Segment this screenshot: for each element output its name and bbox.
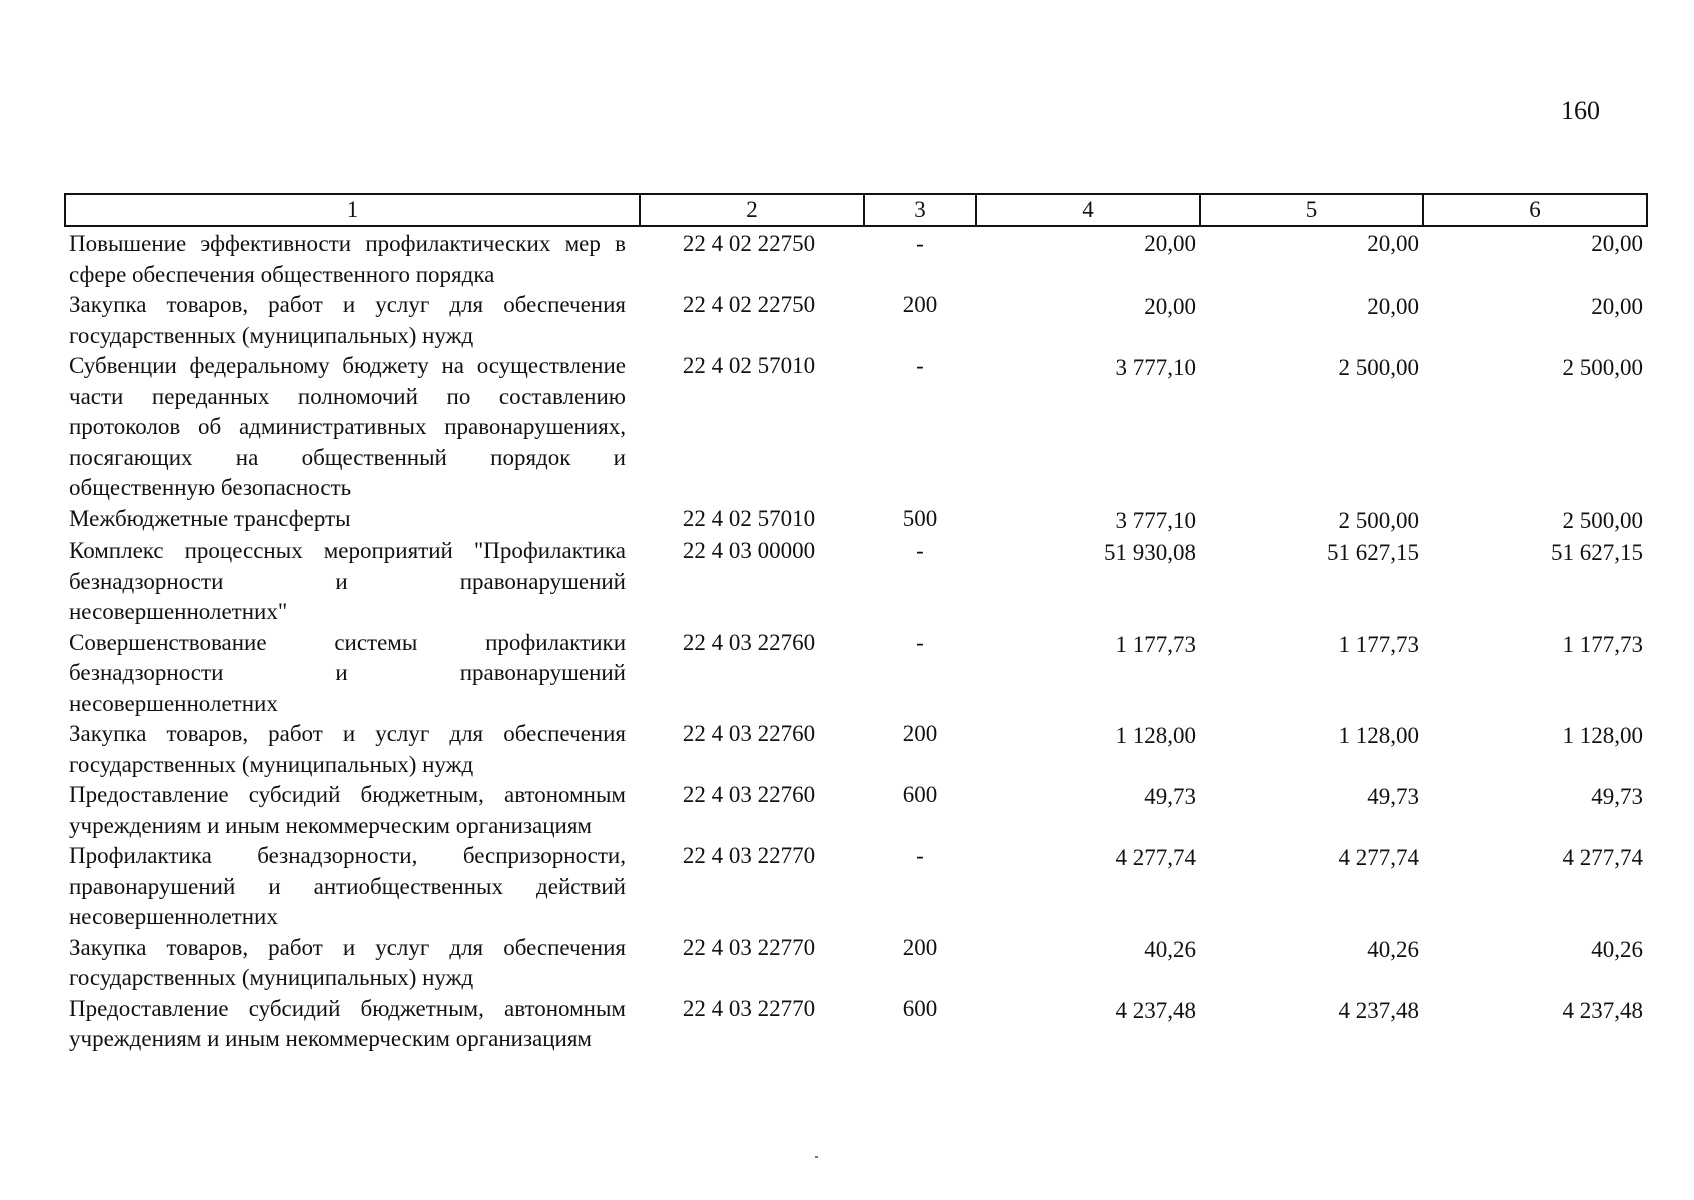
row-value-col5: 2 500,00 (1338, 507, 1419, 533)
page-number: 160 (1561, 96, 1600, 125)
row-name: Совершенствование системы профилактики безнадзорности и правонарушений несовершеннолетних (69, 629, 626, 716)
row-expense-type: 200 (902, 721, 938, 746)
row-value-col5: 51 627,15 (1327, 540, 1419, 565)
row-expense-type: 600 (902, 995, 938, 1021)
row-name: Предоставление субсидий бюджетным, автономным учреждениям и иным некоммерческим организациям (69, 782, 626, 838)
row-value-col5: 49,73 (1367, 784, 1419, 809)
row-value-col4: 3 777,10 (1115, 507, 1196, 533)
budget-table (64, 193, 1648, 1055)
row-code: 22 4 02 57010 (682, 505, 816, 531)
row-expense-type: 600 (902, 782, 938, 807)
row-code: 22 4 03 22770 (682, 934, 816, 960)
row-expense-type: - (916, 843, 924, 868)
row-value-col4: 49,73 (1144, 784, 1196, 809)
row-expense-type: - (916, 353, 924, 378)
row-value-col4: 51 930,08 (1104, 540, 1196, 565)
row-value-col4: 40,26 (1144, 936, 1196, 962)
column-header-5: 5 (1200, 194, 1423, 226)
row-code: 22 4 03 22760 (682, 629, 816, 655)
row-code: 22 4 03 00000 (682, 538, 816, 563)
row-name: Межбюджетные трансферты (69, 505, 351, 531)
row-name: Закупка товаров, работ и услуг для обеспечения государственных (муниципальных) нужд (69, 721, 626, 777)
table-row (65, 351, 1647, 504)
row-value-col6: 40,26 (1591, 936, 1643, 962)
row-code: 22 4 03 22770 (682, 843, 816, 868)
row-expense-type: - (916, 231, 924, 256)
column-header-1: 1 (65, 194, 640, 226)
row-value-col6: 51 627,15 (1551, 540, 1643, 565)
table-row (65, 290, 1647, 351)
row-value-col4: 20,00 (1144, 231, 1196, 256)
row-code: 22 4 03 22770 (682, 995, 816, 1021)
row-value-col4: 20,00 (1144, 294, 1196, 319)
row-code: 22 4 03 22760 (682, 782, 816, 807)
column-header-3: 3 (864, 194, 976, 226)
row-value-col4: 1 128,00 (1115, 723, 1196, 748)
row-code: 22 4 02 57010 (682, 353, 816, 378)
row-value-col5: 4 277,74 (1338, 845, 1419, 870)
row-value-col6: 4 277,74 (1562, 845, 1643, 870)
row-value-col4: 4 237,48 (1115, 997, 1196, 1023)
row-code: 22 4 03 22760 (682, 721, 816, 746)
table-row (65, 994, 1647, 1055)
row-name: Комплекс процессных мероприятий "Профилактика безнадзорности и правонарушений несовершеннолетних" (69, 538, 626, 624)
row-expense-type: - (916, 629, 924, 655)
row-expense-type: 200 (902, 292, 938, 317)
table-row (65, 719, 1647, 780)
row-expense-type: 500 (902, 505, 938, 531)
row-value-col4: 3 777,10 (1115, 355, 1196, 380)
row-code: 22 4 02 22750 (682, 292, 816, 317)
row-value-col4: 4 277,74 (1115, 845, 1196, 870)
row-value-col6: 1 128,00 (1562, 723, 1643, 748)
row-name: Закупка товаров, работ и услуг для обеспечения государственных (муниципальных) нужд (69, 934, 626, 990)
column-header-6: 6 (1423, 194, 1647, 226)
row-value-col5: 2 500,00 (1338, 355, 1419, 380)
header-row (65, 194, 1647, 226)
row-name: Закупка товаров, работ и услуг для обеспечения государственных (муниципальных) нужд (69, 292, 626, 348)
row-value-col5: 40,26 (1367, 936, 1419, 962)
row-value-col6: 20,00 (1591, 294, 1643, 319)
table-row (65, 933, 1647, 994)
row-value-col6: 4 237,48 (1562, 997, 1643, 1023)
row-value-col6: 1 177,73 (1562, 631, 1643, 657)
row-value-col5: 1 128,00 (1338, 723, 1419, 748)
row-expense-type: - (916, 538, 924, 563)
row-name: Предоставление субсидий бюджетным, автономным учреждениям и иным некоммерческим организациям (69, 995, 626, 1051)
column-header-4: 4 (976, 194, 1200, 226)
row-value-col6: 49,73 (1591, 784, 1643, 809)
row-name: Профилактика безнадзорности, беспризорности, правонарушений и антиобщественных действий несовершеннолетних (69, 843, 626, 929)
table-row (65, 780, 1647, 841)
row-value-col5: 20,00 (1367, 294, 1419, 319)
table-row (65, 628, 1647, 720)
row-code: 22 4 02 22750 (682, 231, 816, 256)
row-value-col5: 1 177,73 (1338, 631, 1419, 657)
row-name: Субвенции федеральному бюджету на осуществление части переданных полномочий по составлению протоколов об административных правонарушениях, посягающих на общественный порядок и общественную безопасность (69, 353, 626, 500)
column-header-2: 2 (640, 194, 864, 226)
row-value-col6: 20,00 (1591, 231, 1643, 256)
row-value-col4: 1 177,73 (1115, 631, 1196, 657)
row-expense-type: 200 (902, 934, 938, 960)
row-value-col5: 20,00 (1367, 231, 1419, 256)
row-value-col6: 2 500,00 (1562, 507, 1643, 533)
row-value-col6: 2 500,00 (1562, 355, 1643, 380)
table-row (65, 504, 1647, 537)
row-name: Повышение эффективности профилактических мер в сфере обеспечения общественного порядка (69, 231, 626, 287)
table-row (65, 841, 1647, 933)
table-row (65, 226, 1647, 290)
table-row (65, 536, 1647, 628)
scan-speck (815, 1156, 818, 1158)
row-value-col5: 4 237,48 (1338, 997, 1419, 1023)
